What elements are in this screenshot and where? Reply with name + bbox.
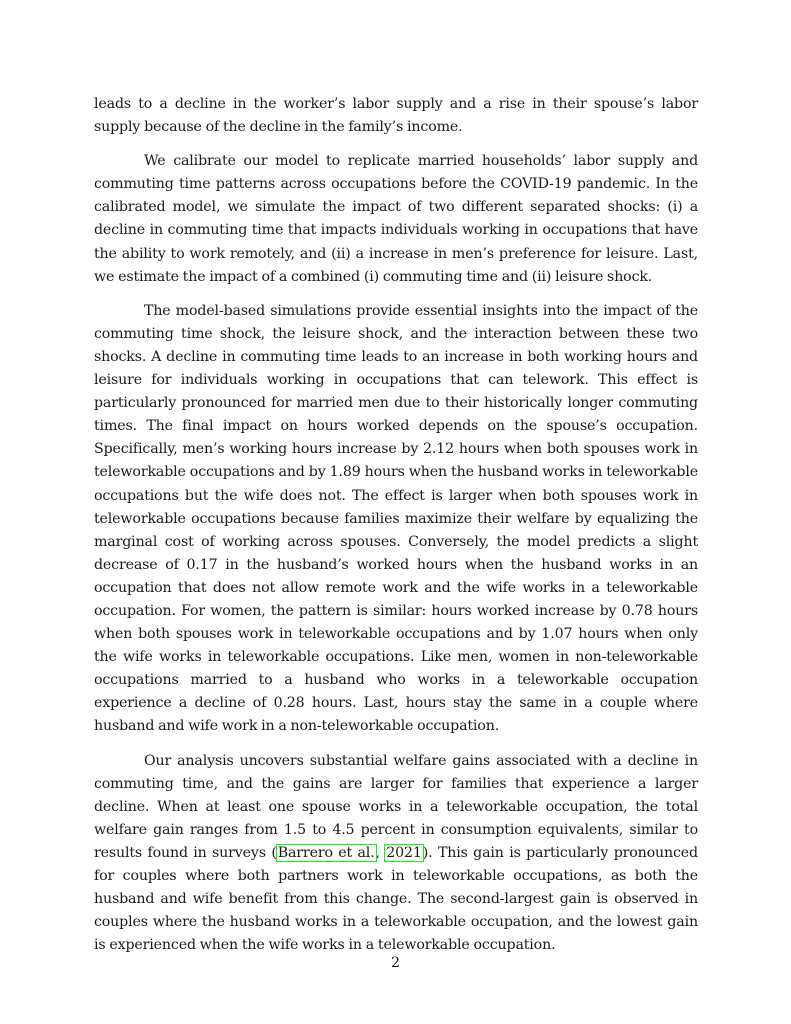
paragraph-4-text-a: Our analysis uncovers substantial welfare gains associated with a decline in commuting time, and the gains are larger for families that experience a larger decline. When at least one spouse works in a teleworkable occupation, the total welfare gain ranges from 1.5 to 4.5 percent in consumption equivalents, similar to results found in surveys ( [94, 752, 698, 861]
paragraph-1-text: leads to a decline in the worker’s labor supply and a rise in their spouse’s labor supply because of the decline in the family’s income. [94, 96, 698, 136]
paragraph-4 [94, 750, 698, 958]
paragraph-2 [94, 150, 698, 289]
citation-link-year[interactable]: 2021 [386, 844, 422, 861]
paragraph-4-text-b: , [375, 844, 386, 861]
citation-link-authors[interactable]: Barrero et al. [277, 844, 375, 861]
page-body [94, 93, 698, 957]
page-number: 2 [390, 955, 401, 971]
paragraph-4-text-c: ). This gain is particularly pronounced for couples where both partners work in teleworkable occupations, as both the husband and wife benefit from this change. The second-largest gain is observed in couples where the husband works in a teleworkable occupation, and the lowest gain is experienced when the wife works in a teleworkable occupation. [94, 844, 698, 954]
paragraph-2-text: We calibrate our model to replicate married households’ labor supply and commuting time patterns across occupations before the COVID-19 pandemic. In the calibrated model, we simulate the impact of two different separated shocks: (i) a decline in commuting time that impacts individuals working in occupations that have the ability to work remotely, and (ii) a increase in men’s preference for leisure. Last, we estimate the impact of a combined (i) commuting time and (ii) leisure shock. [94, 153, 698, 285]
paragraph-3 [94, 300, 698, 739]
paragraph-3-text: The model-based simulations provide essential insights into the impact of the commuting time shock, the leisure shock, and the interaction between these two shocks. A decline in commuting time leads to an increase in both working hours and leisure for individuals working in occupations that can telework. This effect is particularly pronounced for married men due to their historically longer commuting times. The final impact on hours worked depends on the spouse’s occupation. Specifically, men’s working hours increase by 2.12 hours when both spouses work in teleworkable occupations and by 1.89 hours when the husband works in teleworkable occupations but the wife does not. The effect is larger when both spouses work in teleworkable occupations because families maximize their welfare by equalizing the marginal cost of working across spouses. Conversely, the model predicts a slight decrease of 0.17 in the husband’s worked hours when the husband works in an occupation that does not allow remote work and the wife works in a teleworkable occupation. For women, the pattern is similar: hours worked increase by 0.78 hours when both spouses work in teleworkable occupations and by 1.07 hours when only the wife works in teleworkable occupations. Like men, women in non-teleworkable occupations married to a husband who works in a teleworkable occupation experience a decline of 0.28 hours. Last, hours stay the same in a couple where husband and wife work in a non-teleworkable occupation. [94, 302, 698, 735]
paragraph-1 [94, 93, 698, 139]
